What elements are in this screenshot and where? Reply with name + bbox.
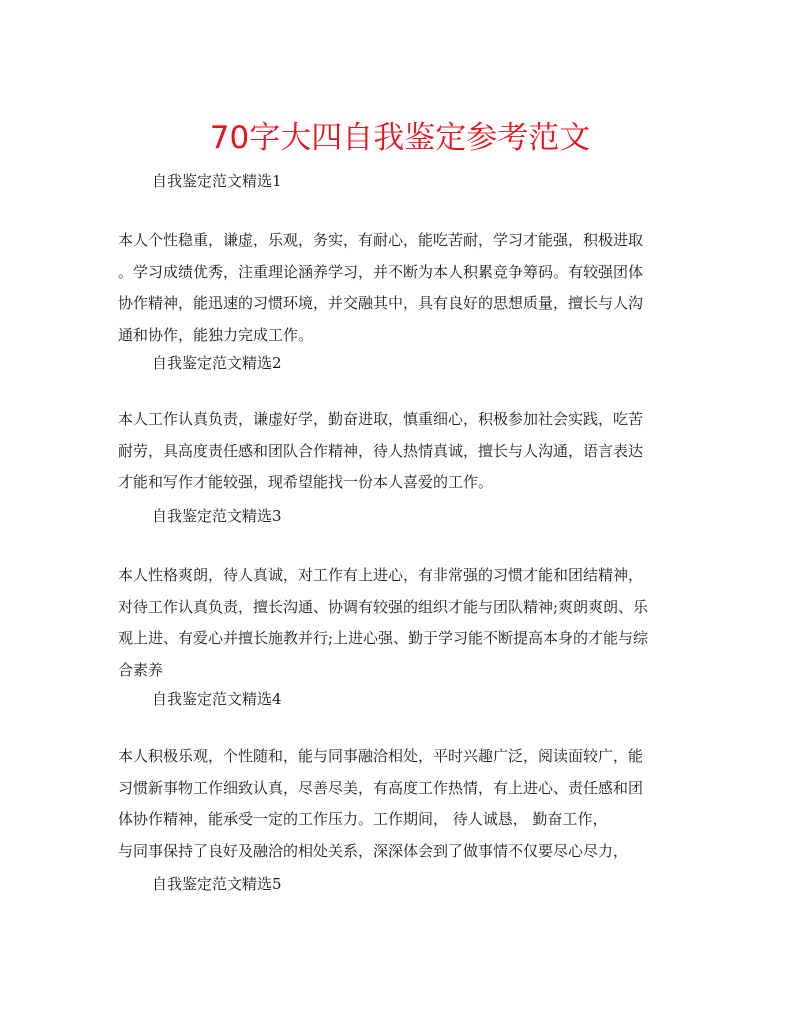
paragraph-line: 本人工作认真负责，谦虚好学，勤奋进取，慎重细心，积极参加社会实践，吃苦 <box>118 410 644 428</box>
paragraph-line: 本人个性稳重，谦虚，乐观，务实，有耐心，能吃苦耐，学习才能强，积极进取 <box>118 231 644 249</box>
paragraph-line: 通和协作，能独力完成工作。 <box>118 325 314 344</box>
section-heading-5: 自我鉴定范文精选5 <box>152 875 282 893</box>
paragraph-line: 协作精神，能迅速的习惯环境，并交融其中，具有良好的思想质量，擅长与人沟 <box>118 294 644 312</box>
section-paragraph-2 <box>118 404 688 499</box>
section-heading-4: 自我鉴定范文精选4 <box>152 690 282 708</box>
paragraph-line: 本人积极乐观，个性随和，能与同事融洽相处，平时兴趣广泛，阅读面较广，能 <box>118 747 644 765</box>
section-paragraph-4 <box>118 741 688 867</box>
section-heading-3: 自我鉴定范文精选3 <box>152 507 282 525</box>
paragraph-line: 本人性格爽朗，待人真诚，对工作有上进心，有非常强的习惯才能和团结精神， <box>118 566 644 584</box>
paragraph-line: 。学习成绩优秀，注重理论涵养学习，并不断为本人积累竞争筹码。有较强团体 <box>118 262 644 281</box>
section-paragraph-1 <box>118 225 688 351</box>
section-heading-1: 自我鉴定范文精选1 <box>152 172 282 190</box>
paragraph-line: 对待工作认真负责，擅长沟通、协调有较强的组织才能与团队精神;爽朗爽朗、乐 <box>118 597 649 616</box>
paragraph-line: 与同事保持了良好及融洽的相处关系，深深体会到了做事情不仅要尽心尽力， <box>118 841 629 860</box>
document-title: 70字大四自我鉴定参考范文 <box>209 120 591 156</box>
paragraph-line: 耐劳，具高度责任感和团队合作精神，待人热情真诚，擅长与人沟通，语言表达 <box>118 441 644 460</box>
paragraph-line: 习惯新事物工作细致认真，尽善尽美，有高度工作热情，有上进心、责任感和团 <box>118 778 644 797</box>
paragraph-line: 合素养 <box>118 660 164 679</box>
section-paragraph-3 <box>118 560 688 686</box>
paragraph-line: 体协作精神，能承受一定的工作压力。工作期间， 待人诚恳， 勤奋工作， <box>118 810 608 828</box>
paragraph-line: 观上进、有爱心并擅长施教并行;上进心强、勤于学习能不断提高本身的才能与综 <box>118 629 649 647</box>
paragraph-line: 才能和写作才能较强，现希望能找一份本人喜爱的工作。 <box>118 473 494 491</box>
section-heading-2: 自我鉴定范文精选2 <box>152 354 282 372</box>
